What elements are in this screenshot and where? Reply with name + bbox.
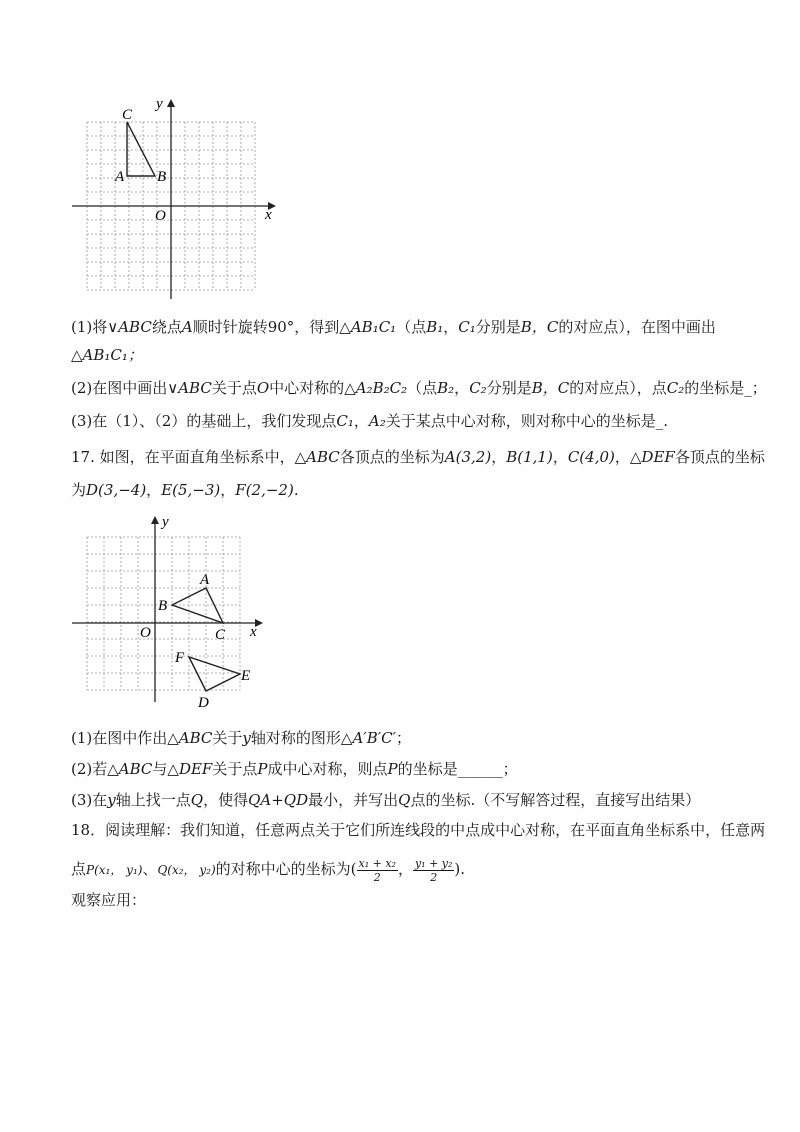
- text: ，: [146, 481, 162, 499]
- math-coordinate: D(3,−4): [86, 481, 147, 499]
- math-point: B₂: [437, 379, 455, 397]
- text: ，: [220, 481, 236, 499]
- label-O: O: [155, 208, 166, 224]
- text: 各顶点的坐标: [674, 448, 765, 466]
- math-coordinate: A(3,2): [444, 448, 492, 466]
- text: 、: [142, 860, 158, 878]
- y-axis-arrow: [151, 516, 159, 524]
- text: 分别是: [486, 379, 532, 397]
- text: .: [293, 481, 299, 499]
- text: 绕点: [151, 318, 182, 336]
- math-triangle: △ABC: [294, 448, 340, 466]
- q16-part1-line1: [71, 317, 716, 337]
- text: 关于某点中心对称，则对称中心的坐标是_.: [385, 412, 668, 430]
- text: (3)在（1）、（2）的基础上，我们发现点: [71, 412, 337, 430]
- text: 的对应点），点: [569, 379, 667, 397]
- math-triangle: △A′B′C′: [340, 729, 397, 747]
- math-triangle: ∨ABC: [167, 379, 212, 397]
- math-point: C₁: [336, 412, 354, 430]
- label-A: A: [115, 169, 125, 185]
- math-coordinate: E(5,−3): [161, 481, 221, 499]
- text: 与: [152, 760, 168, 778]
- label-F: F: [175, 650, 185, 666]
- label-D: D: [198, 695, 209, 711]
- math-point: Q: [398, 791, 411, 809]
- math-var: y: [242, 729, 251, 747]
- q17-line1: [71, 447, 765, 467]
- math-point: P(x₁， y₁): [86, 863, 143, 877]
- text: 17. 如图，在平面直角坐标系中，: [71, 448, 295, 466]
- text: 最小，并写出: [308, 791, 399, 809]
- math-point: Q(x₂， y₂): [157, 863, 216, 877]
- text: （点: [407, 379, 438, 397]
- fraction-denominator: 2: [373, 870, 381, 884]
- text: 观察应用：: [71, 891, 147, 909]
- y-axis-arrow: [167, 99, 175, 107]
- q17-part3: [71, 790, 700, 810]
- label-C: C: [122, 107, 133, 123]
- fraction-x: [357, 857, 398, 884]
- math-point: C₁: [458, 318, 476, 336]
- label-A: A: [200, 572, 210, 588]
- math-triangle: △AB₁C₁；: [71, 346, 143, 364]
- text: 为: [71, 481, 87, 499]
- text: （点: [396, 318, 427, 336]
- label-O: O: [140, 625, 151, 641]
- text: 轴上找一点: [115, 791, 191, 809]
- text: 分别是: [475, 318, 521, 336]
- figure-2-grid: [70, 512, 270, 712]
- math-triangle: △ABC: [167, 729, 213, 747]
- q18-line3: [71, 890, 146, 910]
- math-triangle: ∨ABC: [107, 318, 152, 336]
- math-expression: QA+QD: [248, 791, 309, 809]
- label-x: x: [250, 624, 257, 640]
- text: ；: [396, 729, 412, 747]
- text: ，使得: [203, 791, 249, 809]
- text: 18．阅读理解：我们知道，任意两点关于它们所连线段的中点成中心对称，在平面直角坐标系中，任意两: [71, 821, 766, 839]
- math-triangle: △DEF: [629, 448, 675, 466]
- fraction-numerator: x₁ + x₂: [358, 856, 396, 870]
- text: 顺时针旋转90°，得到: [192, 318, 340, 336]
- text: ，: [454, 379, 470, 397]
- triangle-def: [189, 657, 240, 691]
- text: 关于点: [211, 379, 257, 397]
- fraction-denominator: 2: [430, 870, 438, 884]
- text: 点的坐标.（不写解答过程，直接写出结果）: [410, 791, 701, 809]
- math-point: P: [257, 760, 268, 778]
- answer-blank: 的坐标是______；: [397, 760, 518, 778]
- math-point: P: [387, 760, 398, 778]
- math-point: Q: [190, 791, 204, 809]
- math-coordinate: F(2,−2): [235, 481, 294, 499]
- figure-1-grid: [70, 95, 285, 305]
- math-point: A: [181, 318, 193, 336]
- text: (1)在图中作出: [71, 729, 168, 747]
- text: 关于点: [212, 760, 258, 778]
- text: ).: [454, 860, 466, 878]
- fraction-y: [413, 857, 454, 884]
- text: 各顶点的坐标为: [339, 448, 445, 466]
- math-coordinate: C(4,0): [567, 448, 615, 466]
- text: ，: [491, 448, 507, 466]
- math-triangle: △DEF: [167, 760, 213, 778]
- math-triangle: △AB₁C₁: [339, 318, 397, 336]
- math-triangle: △A₂B₂C₂: [344, 379, 408, 397]
- math-point: C₂: [666, 379, 685, 397]
- label-B: B: [157, 169, 167, 185]
- text: 成中心对称，则点: [267, 760, 388, 778]
- q18-line1: [71, 820, 765, 840]
- text: 关于: [212, 729, 243, 747]
- label-y: y: [156, 96, 163, 112]
- math-point: O: [256, 379, 270, 397]
- text: ，: [353, 412, 369, 430]
- text: 轴对称的图形: [250, 729, 341, 747]
- fraction-numerator: y₁ + y₂: [414, 856, 453, 870]
- q17-part1: [71, 728, 411, 748]
- math-coordinate: B(1,1): [506, 448, 553, 466]
- q16-part2: [71, 378, 767, 398]
- math-point: B，C: [520, 318, 559, 336]
- math-triangle: △ABC: [107, 760, 153, 778]
- text: ，: [552, 448, 568, 466]
- q16-part3: [71, 411, 668, 431]
- text: 点: [71, 860, 87, 878]
- math-point: B₁: [426, 318, 444, 336]
- math-var: y: [107, 791, 116, 809]
- text: ，: [443, 318, 459, 336]
- triangle-abc: [127, 122, 155, 176]
- math-point: A₂: [368, 412, 386, 430]
- math-point: C₂: [469, 379, 487, 397]
- triangle-abc: [172, 588, 223, 623]
- text: 的对称中心的坐标为(: [215, 860, 357, 878]
- label-C: C: [215, 627, 226, 643]
- text: (2)若: [71, 760, 108, 778]
- text: ，: [397, 860, 413, 878]
- q16-part1-line2: [71, 345, 143, 365]
- text: 的坐标是_；: [684, 379, 767, 397]
- text: ，: [614, 448, 630, 466]
- q18-line2: [71, 852, 465, 886]
- text: (3)在: [71, 791, 108, 809]
- text: (2)在图中画出: [71, 379, 168, 397]
- text: 中心对称的: [269, 379, 345, 397]
- text: 的对应点），在图中画出: [558, 318, 716, 336]
- text: (1)将: [71, 318, 108, 336]
- math-point: B，C: [531, 379, 570, 397]
- q17-part2: [71, 759, 518, 779]
- label-B: B: [158, 598, 168, 614]
- q17-line2: [71, 480, 299, 500]
- label-y: y: [162, 514, 169, 530]
- label-x: x: [265, 207, 272, 223]
- label-E: E: [241, 668, 251, 684]
